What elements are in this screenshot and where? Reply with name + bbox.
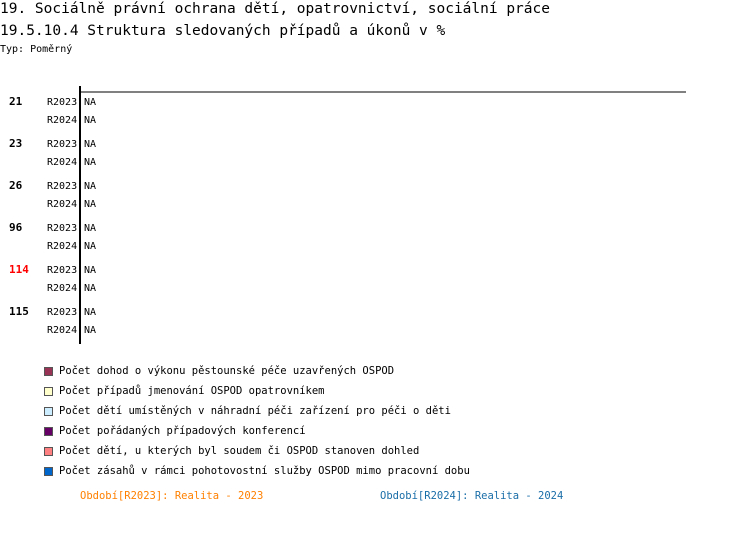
period-legend-r2024: Období[R2024]: Realita - 2024 <box>380 490 564 502</box>
group-code-label: 26 <box>9 179 23 192</box>
legend-swatch <box>44 427 53 436</box>
data-value-label: NA <box>84 115 97 126</box>
period-tick-label: R2023 <box>47 97 78 108</box>
period-tick-label: R2024 <box>47 199 78 210</box>
legend-swatch <box>44 467 53 476</box>
period-tick-label: R2023 <box>47 265 78 276</box>
legend-label: Počet dětí umístěných v náhradní péči zařízení pro péči o děti <box>59 405 451 417</box>
legend-item <box>44 444 419 458</box>
legend-label: Počet dětí, u kterých byl soudem či OSPOD stanoven dohled <box>59 445 420 457</box>
data-value-label: NA <box>84 139 97 150</box>
group-code-label: 115 <box>9 305 29 318</box>
period-tick-label: R2024 <box>47 115 78 126</box>
period-tick-label: R2023 <box>47 307 78 318</box>
data-value-label: NA <box>84 97 97 108</box>
chart-title-line2: 19.5.10.4 Struktura sledovaných případů a úkonů v % <box>0 23 446 39</box>
data-value-label: NA <box>84 325 97 336</box>
legend-swatch <box>44 407 53 416</box>
period-tick-label: R2024 <box>47 325 78 336</box>
period-legend-r2023: Období[R2023]: Realita - 2023 <box>80 490 264 502</box>
legend-label: Počet případů jmenování OSPOD opatrovníkem <box>59 385 325 397</box>
chart-rows <box>9 95 96 336</box>
data-value-label: NA <box>84 307 97 318</box>
data-value-label: NA <box>84 181 97 192</box>
period-tick-label: R2024 <box>47 241 78 252</box>
period-tick-label: R2023 <box>47 181 78 192</box>
data-value-label: NA <box>84 241 97 252</box>
data-value-label: NA <box>84 283 97 294</box>
legend-label: Počet pořádaných případových konferencí <box>59 425 306 437</box>
chart-title-line1: 19. Sociálně právní ochrana dětí, opatrovnictví, sociální práce <box>0 1 550 17</box>
data-value-label: NA <box>84 265 97 276</box>
legend-item <box>44 384 325 398</box>
period-tick-label: R2024 <box>47 157 78 168</box>
group-code-label: 21 <box>9 95 23 108</box>
group-code-label: 114 <box>9 263 29 276</box>
chart-subtitle: Typ: Poměrný <box>0 44 73 55</box>
group-code-label: 96 <box>9 221 23 234</box>
data-value-label: NA <box>84 157 97 168</box>
legend-swatch <box>44 387 53 396</box>
legend-item <box>44 424 306 438</box>
legend-label: Počet dohod o výkonu pěstounské péče uzavřených OSPOD <box>59 365 395 377</box>
period-tick-label: R2024 <box>47 283 78 294</box>
legend-swatch <box>44 447 53 456</box>
group-code-label: 23 <box>9 137 23 150</box>
data-value-label: NA <box>84 223 97 234</box>
legend-item <box>44 364 394 378</box>
period-tick-label: R2023 <box>47 223 78 234</box>
legend-label: Počet zásahů v rámci pohotovostní služby OSPOD mimo pracovní dobu <box>59 465 470 477</box>
legend-item <box>44 464 470 478</box>
legend-swatch <box>44 367 53 376</box>
legend-item <box>44 404 451 418</box>
data-value-label: NA <box>84 199 97 210</box>
period-tick-label: R2023 <box>47 139 78 150</box>
